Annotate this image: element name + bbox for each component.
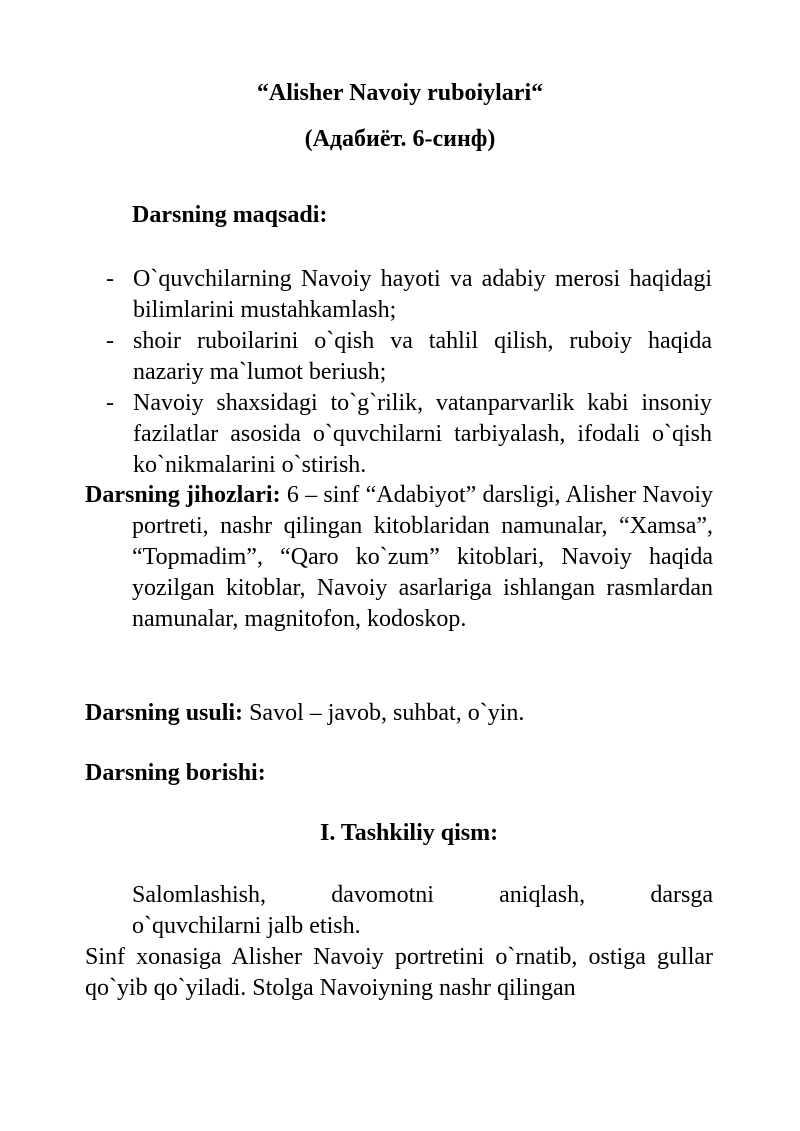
goal-item (106, 264, 712, 326)
organization-line-1: Salomlashish, davomotni aniqlash, darsga (132, 882, 713, 908)
organization-line-2: o`quvchilarni jalb etish. (132, 913, 361, 939)
classroom-paragraph: Sinf xonasiga Alisher Navoiy portretini o`rnatib, ostiga gullar qo`yib qo`yiladi. Stolga Navoiyning nashr qilingan (85, 944, 713, 1001)
goal-item-text: Navoiy shaxsidagi to`g`rilik, vatanparvarlik kabi insoniy fazilatlar asosida o`quvchilarni tarbiyalash, ifodali o`qish ko`nikmalarini o`stirish. (133, 390, 712, 478)
equipment-label: Darsning jihozlari: (85, 482, 281, 508)
document-title: “Alisher Navoiy ruboiylari“ (256, 80, 544, 106)
list-dash: - (106, 266, 114, 292)
goals-list (106, 264, 712, 481)
section-title: I. Tashkiliy qism: (320, 820, 499, 846)
goal-item (106, 326, 712, 388)
equipment-text: 6 – sinf “Adabiyot” darsligi, Alisher Navoiy portreti, nashr qilingan kitoblaridan namunalar, “Xamsa”, “Topmadim”, “Qaro ko`zum” kitoblari, Navoiy haqida yozilgan kitoblar, Navoiy asarlariga ishlangan rasmlardan namunalar, magnitofon, kodoskop. (132, 482, 714, 632)
progress-heading: Darsning borishi: (85, 760, 266, 786)
list-dash: - (106, 328, 114, 354)
goal-item-text: shoir ruboilarini o`qish va tahlil qilish, ruboiy haqida nazariy ma`lumot beriush; (133, 328, 712, 385)
organization-paragraph (85, 880, 713, 942)
goal-item-text: O`quvchilarning Navoiy hayoti va adabiy merosi haqidagi bilimlarini mustahkamlash; (133, 266, 712, 323)
goal-item (106, 388, 712, 481)
document-subtitle: (Адабиёт. 6-синф) (304, 126, 496, 152)
method-label: Darsning usuli: (85, 700, 244, 726)
method-paragraph (85, 698, 725, 729)
equipment-paragraph (85, 480, 713, 635)
goals-heading: Darsning maqsadi: (132, 202, 328, 228)
method-text: Savol – javob, suhbat, o`yin. (243, 700, 525, 726)
list-dash: - (106, 390, 114, 416)
